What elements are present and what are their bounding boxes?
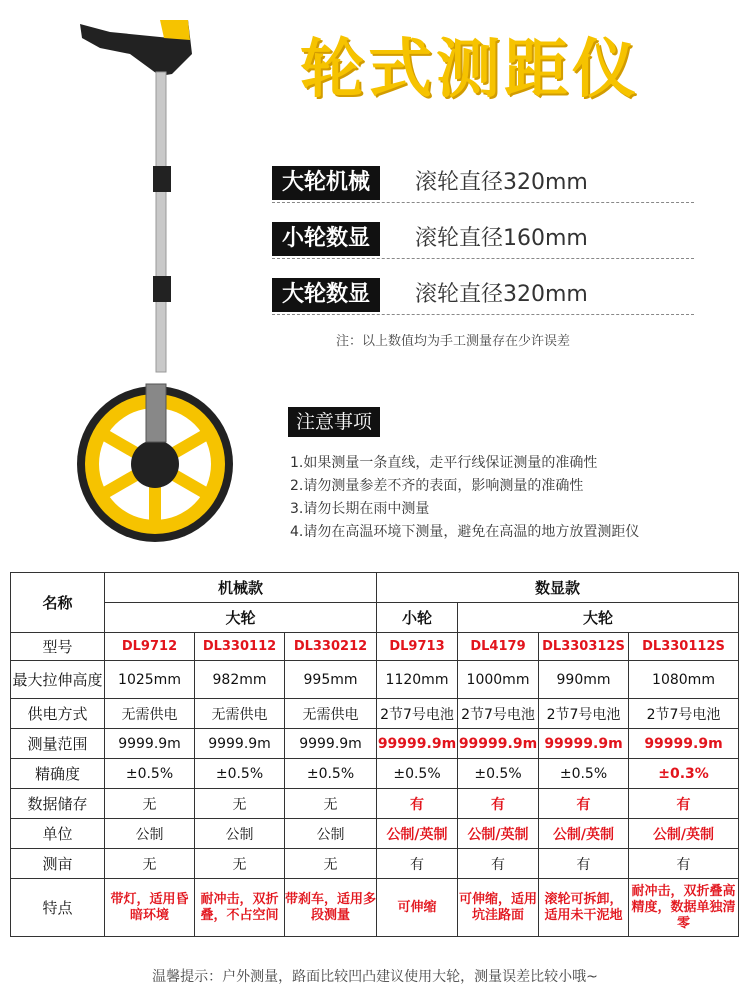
table-cell: ±0.5%: [458, 759, 539, 789]
table-row: [11, 759, 739, 789]
table-cell: 99999.9m: [377, 729, 458, 759]
table-cell: 1000mm: [458, 661, 539, 699]
table-row: [11, 729, 739, 759]
row-label: 测量范围: [11, 729, 105, 759]
spec-tag: 小轮数显: [272, 222, 380, 256]
row-label: 数据储存: [11, 789, 105, 819]
precaution-item: 3.请勿长期在雨中测量: [290, 501, 430, 517]
row-label: 型号: [11, 633, 105, 661]
spec-tag: 大轮数显: [272, 278, 380, 312]
footer-tip: 温馨提示：户外测量，路面比较凹凸建议使用大轮，测量误差比较小哦~: [152, 969, 598, 985]
table-cell: DL4179: [458, 633, 539, 661]
table-cell: 1080mm: [629, 661, 739, 699]
table-cell: 990mm: [539, 661, 629, 699]
spec-row-big-mechanical: [272, 162, 694, 203]
spec-row-small-digital: [272, 218, 694, 259]
table-row: [11, 849, 739, 879]
table-cell: 无: [105, 849, 195, 879]
row-label: 单位: [11, 819, 105, 849]
table-cell: DL330212: [285, 633, 377, 661]
table-cell: 99999.9m: [539, 729, 629, 759]
table-row: [11, 789, 739, 819]
spec-value: 滚轮直径320mm: [415, 170, 588, 195]
table-cell: 2节7号电池: [458, 699, 539, 729]
table-cell: ±0.5%: [195, 759, 285, 789]
table-cell: 公制/英制: [629, 819, 739, 849]
table-cell: DL9713: [377, 633, 458, 661]
mechanical-group-header: 机械款: [105, 573, 377, 603]
table-row: [11, 879, 739, 937]
distance-wheel-illustration: [60, 14, 270, 554]
table-cell: 公制: [285, 819, 377, 849]
table-cell: 2节7号电池: [377, 699, 458, 729]
table-cell: 公制: [105, 819, 195, 849]
table-row: [11, 819, 739, 849]
table-cell: 99999.9m: [458, 729, 539, 759]
table-cell: 9999.9m: [105, 729, 195, 759]
table-cell: 无需供电: [195, 699, 285, 729]
table-cell: ±0.5%: [377, 759, 458, 789]
row-label: 供电方式: [11, 699, 105, 729]
precautions-list: [290, 452, 639, 544]
table-cell: 2节7号电池: [629, 699, 739, 729]
row-label: 特点: [11, 879, 105, 937]
table-cell: ±0.5%: [539, 759, 629, 789]
row-label: 精确度: [11, 759, 105, 789]
table-cell: 有: [629, 849, 739, 879]
table-cell: 2节7号电池: [539, 699, 629, 729]
name-header: 名称: [11, 573, 105, 633]
table-row: [11, 661, 739, 699]
table-cell: 99999.9m: [629, 729, 739, 759]
table-cell: 滚轮可拆卸，适用未干泥地: [539, 879, 629, 937]
table-cell: 有: [458, 789, 539, 819]
table-cell: 耐冲击，双折叠高精度，数据单独清零: [629, 879, 739, 937]
page-title: 轮式测距仪: [300, 33, 640, 107]
small-wheel-header: 小轮: [377, 603, 458, 633]
table-cell: 带刹车，适用多段测量: [285, 879, 377, 937]
big-wheel-header: 大轮: [105, 603, 377, 633]
table-cell: 无需供电: [285, 699, 377, 729]
table-cell: 无: [105, 789, 195, 819]
table-cell: 无: [195, 849, 285, 879]
row-label: 最大拉伸高度: [11, 661, 105, 699]
table-cell: DL330112: [195, 633, 285, 661]
measurement-note: 注：以上数值均为手工测量存在少许误差: [336, 334, 571, 349]
spec-tag: 大轮机械: [272, 166, 380, 200]
table-cell: ±0.5%: [285, 759, 377, 789]
precaution-item: 1.如果测量一条直线，走平行线保证测量的准确性: [290, 455, 598, 471]
table-cell: 公制/英制: [458, 819, 539, 849]
table-cell: ±0.3%: [629, 759, 739, 789]
comparison-table: [10, 572, 739, 937]
table-cell: 有: [629, 789, 739, 819]
table-cell: 无需供电: [105, 699, 195, 729]
table-cell: 有: [539, 849, 629, 879]
precaution-item: 4.请勿在高温环境下测量，避免在高温的地方放置测距仪: [290, 524, 640, 540]
table-cell: 982mm: [195, 661, 285, 699]
big-wheel-header: 大轮: [458, 603, 739, 633]
table-cell: 可伸缩: [377, 879, 458, 937]
digital-group-header: 数显款: [377, 573, 739, 603]
table-cell: 有: [377, 789, 458, 819]
table-cell: DL330312S: [539, 633, 629, 661]
table-cell: 可伸缩，适用坑洼路面: [458, 879, 539, 937]
table-cell: DL9712: [105, 633, 195, 661]
spec-value: 滚轮直径160mm: [415, 226, 588, 251]
table-row: [11, 633, 739, 661]
table-cell: 无: [285, 789, 377, 819]
table-cell: 耐冲击，双折叠，不占空间: [195, 879, 285, 937]
table-cell: 无: [285, 849, 377, 879]
table-cell: 1120mm: [377, 661, 458, 699]
table-cell: 无: [195, 789, 285, 819]
table-cell: 有: [539, 789, 629, 819]
table-cell: 有: [458, 849, 539, 879]
table-cell: 公制: [195, 819, 285, 849]
table-cell: 995mm: [285, 661, 377, 699]
table-cell: 带灯，适用昏暗环境: [105, 879, 195, 937]
table-cell: 公制/英制: [539, 819, 629, 849]
table-cell: 9999.9m: [285, 729, 377, 759]
table-cell: 公制/英制: [377, 819, 458, 849]
precautions-title: 注意事项: [288, 407, 380, 437]
table-cell: 有: [377, 849, 458, 879]
table-row: [11, 699, 739, 729]
table-cell: 9999.9m: [195, 729, 285, 759]
spec-value: 滚轮直径320mm: [415, 282, 588, 307]
spec-row-big-digital: [272, 274, 694, 315]
table-cell: ±0.5%: [105, 759, 195, 789]
row-label: 测亩: [11, 849, 105, 879]
precaution-item: 2.请勿测量参差不齐的表面，影响测量的准确性: [290, 478, 584, 494]
table-cell: DL330112S: [629, 633, 739, 661]
table-cell: 1025mm: [105, 661, 195, 699]
